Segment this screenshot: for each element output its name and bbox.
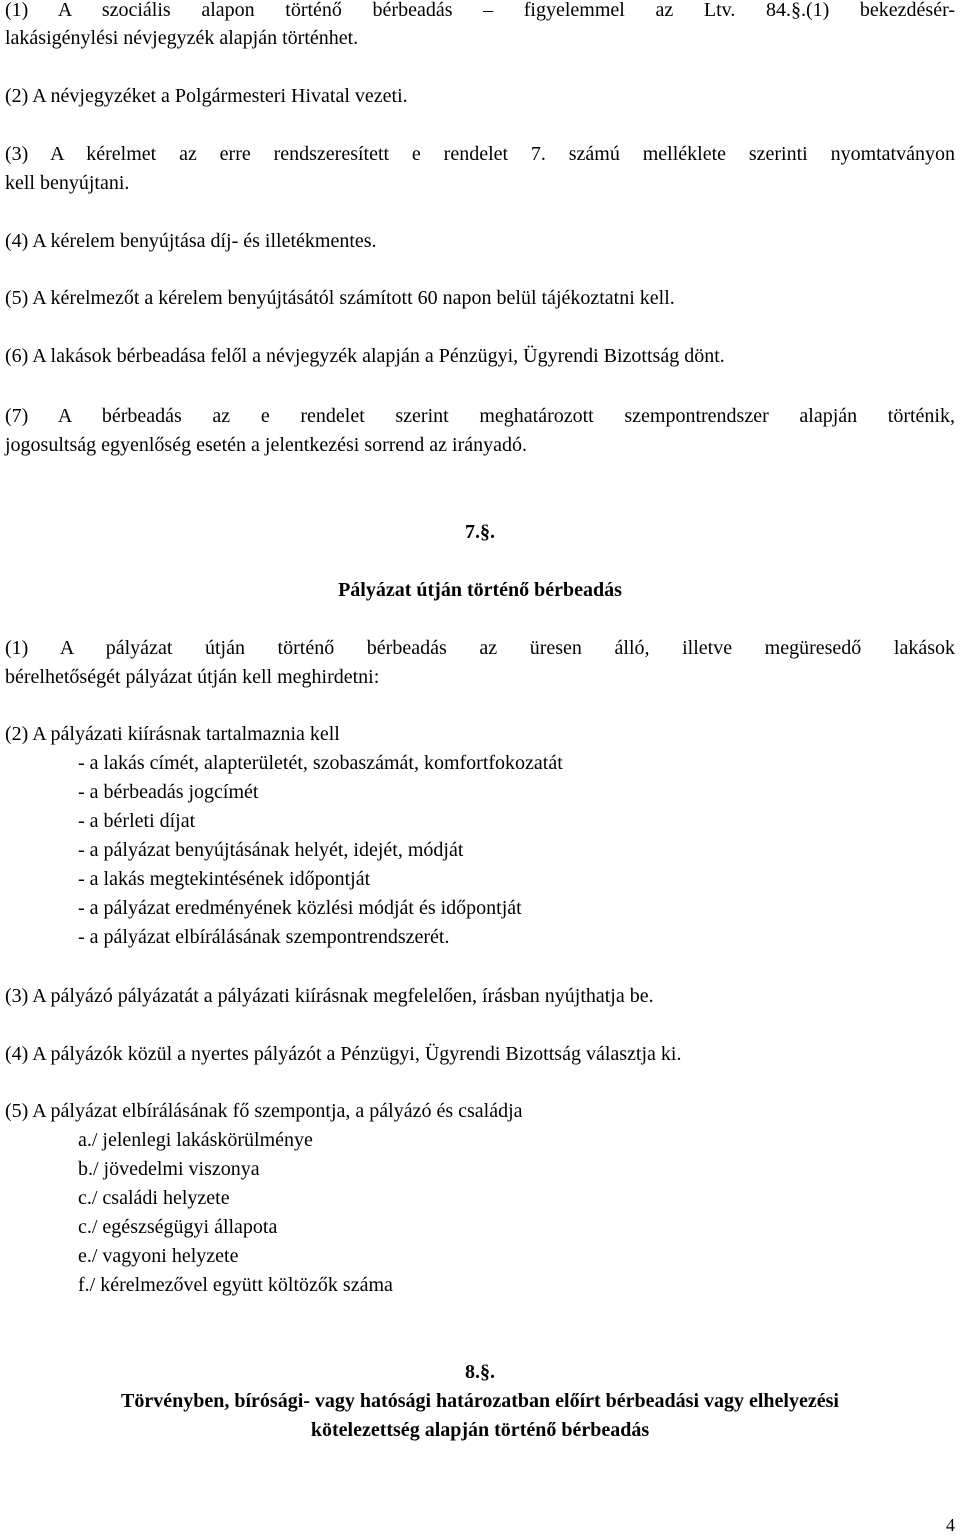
list-item: c./ családi helyzete <box>78 1187 230 1209</box>
paragraph-3-line-1: (3) A kérelmet az erre rendszeresített e rendelet 7. számú melléklete szerinti nyomtatványon <box>5 143 955 165</box>
paragraph-6: (6) A lakások bérbeadása felől a névjegyzék alapján a Pénzügyi, Ügyrendi Bizottság dönt. <box>5 345 725 367</box>
paragraph-5: (5) A kérelmezőt a kérelem benyújtásától számított 60 napon belül tájékoztatni kell. <box>5 287 675 309</box>
paragraph-3-line-2: kell benyújtani. <box>5 172 130 194</box>
section-8-number: 8.§. <box>465 1361 495 1383</box>
section-7-paragraph-3: (3) A pályázó pályázatát a pályázati kiírásnak megfelelően, írásban nyújthatja be. <box>5 985 654 1007</box>
list-item: - a pályázat elbírálásának szempontrendszerét. <box>78 926 450 948</box>
section-8-title-line-1: Törvényben, bírósági- vagy hatósági határozatban előírt bérbeadási vagy elhelyezési <box>121 1390 839 1412</box>
list-item: b./ jövedelmi viszonya <box>78 1158 260 1180</box>
paragraph-7-line-2: jogosultság egyenlőség esetén a jelentkezési sorrend az irányadó. <box>5 434 528 456</box>
paragraph-4: (4) A kérelem benyújtása díj- és illetékmentes. <box>5 230 377 252</box>
list-item: c./ egészségügyi állapota <box>78 1216 278 1238</box>
list-item: - a bérbeadás jogcímét <box>78 781 259 803</box>
section-7-number: 7.§. <box>465 521 495 543</box>
section-8-title-line-2: kötelezettség alapján történő bérbeadás <box>310 1419 650 1441</box>
list-item: a./ jelenlegi lakáskörülménye <box>78 1129 313 1151</box>
paragraph-1-line-1: (1) A szociális alapon történő bérbeadás – figyelemmel az Ltv. 84.§.(1) bekezdésér- <box>5 0 955 21</box>
section-7-paragraph-2-intro: (2) A pályázati kiírásnak tartalmaznia kell <box>5 723 340 745</box>
section-7-paragraph-5-intro: (5) A pályázat elbírálásának fő szempontja, a pályázó és családja <box>5 1100 523 1122</box>
paragraph-7-line-1: (7) A bérbeadás az e rendelet szerint meghatározott szempontrendszer alapján történik, <box>5 405 955 427</box>
list-item: - a bérleti díjat <box>78 810 196 832</box>
list-item: e./ vagyoni helyzete <box>78 1245 239 1267</box>
section-7-title: Pályázat útján történő bérbeadás <box>338 579 622 601</box>
section-7-paragraph-1-line-2: bérelhetőségét pályázat útján kell meghirdetni: <box>5 666 380 688</box>
list-item: - a lakás címét, alapterületét, szobaszámát, komfortfokozatát <box>78 752 563 774</box>
section-7-paragraph-4: (4) A pályázók közül a nyertes pályázót a Pénzügyi, Ügyrendi Bizottság választja ki. <box>5 1043 682 1065</box>
list-item: - a pályázat benyújtásának helyét, idejét, módját <box>78 839 464 861</box>
paragraph-1-line-2: lakásigénylési névjegyzék alapján történhet. <box>5 27 359 49</box>
paragraph-2: (2) A névjegyzéket a Polgármesteri Hivatal vezeti. <box>5 85 408 107</box>
page-number: 4 <box>946 1515 955 1535</box>
list-item: - a pályázat eredményének közlési módját és időpontját <box>78 897 522 919</box>
section-7-paragraph-1-line-1: (1) A pályázat útján történő bérbeadás az üresen álló, illetve megüresedő lakások <box>5 637 955 659</box>
list-item: f./ kérelmezővel együtt költözők száma <box>78 1274 393 1296</box>
list-item: - a lakás megtekintésének időpontját <box>78 868 371 890</box>
